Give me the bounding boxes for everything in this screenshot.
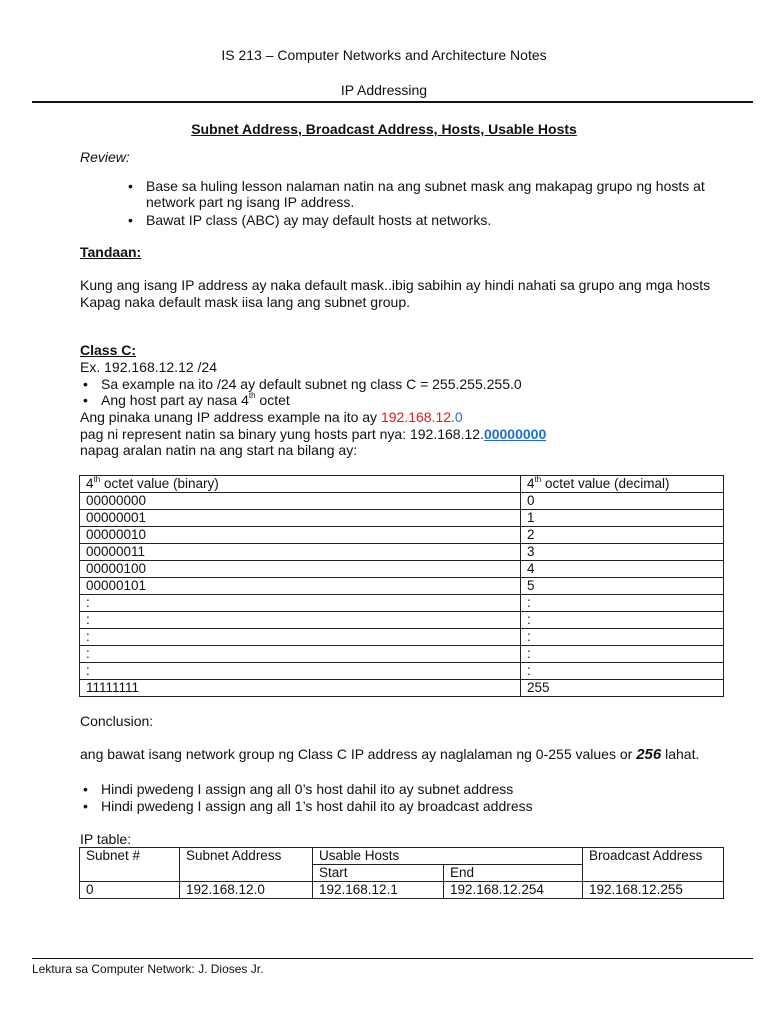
end-header: End bbox=[444, 865, 583, 882]
header-sup: th bbox=[534, 474, 542, 484]
binary-host: 00000000 bbox=[483, 426, 547, 442]
octet-table-row bbox=[80, 612, 724, 629]
octet-decimal-cell: : bbox=[521, 646, 724, 663]
octet-decimal-header bbox=[521, 476, 724, 493]
bullet-dot: • bbox=[83, 798, 88, 814]
first-ip-host: 0 bbox=[454, 409, 463, 425]
bullet-2-sup: th bbox=[248, 391, 256, 401]
octet-binary-cell: : bbox=[80, 629, 521, 646]
conclusion-256: 256 bbox=[636, 746, 662, 763]
footer-text: Lektura sa Computer Network: J. Dioses Jr. bbox=[32, 962, 264, 976]
octet-table bbox=[79, 475, 724, 697]
start-count-line: napag aralan natin na ang start na bilang ay: bbox=[80, 442, 358, 458]
octet-decimal-cell: 2 bbox=[521, 527, 724, 544]
ip-table-row bbox=[80, 882, 724, 899]
header-sup: th bbox=[93, 474, 101, 484]
octet-table-row bbox=[80, 629, 724, 646]
first-ip-network: 192.168.12. bbox=[380, 409, 455, 425]
octet-decimal-cell: 5 bbox=[521, 578, 724, 595]
header-text: octet value (decimal) bbox=[541, 476, 670, 491]
class-c-label: Class C: bbox=[80, 342, 137, 358]
octet-table-row bbox=[80, 493, 724, 510]
octet-table-row bbox=[80, 578, 724, 595]
octet-decimal-cell: : bbox=[521, 612, 724, 629]
header-divider bbox=[32, 101, 753, 103]
octet-binary-cell: 00000101 bbox=[80, 578, 521, 595]
review-label: Review: bbox=[80, 149, 130, 165]
broadcast-address-header: Broadcast Address bbox=[583, 848, 724, 882]
tandaan-line-1: Kung ang isang IP address ay naka default mask..ibig sabihin ay hindi nahati sa grupo ang mga hosts bbox=[80, 277, 711, 293]
subnet-num-cell: 0 bbox=[80, 882, 180, 899]
binary-text: pag ni represent natin sa binary yung hosts part nya: 192.168.12. bbox=[80, 426, 484, 442]
octet-decimal-cell: 255 bbox=[521, 680, 724, 697]
course-title: IS 213 – Computer Networks and Architecture Notes bbox=[221, 47, 547, 63]
ip-table-header bbox=[80, 848, 724, 865]
octet-binary-cell: : bbox=[80, 595, 521, 612]
octet-table-row bbox=[80, 646, 724, 663]
ip-table-label: IP table: bbox=[80, 831, 132, 847]
octet-decimal-cell: 1 bbox=[521, 510, 724, 527]
conclusion-pre: ang bawat isang network group ng Class C IP address ay naglalaman ng 0-255 values or bbox=[80, 746, 637, 762]
bullet-dot: • bbox=[128, 212, 133, 228]
class-c-bullet-1-text: Sa example na ito /24 ay default subnet ng class C = 255.255.255.0 bbox=[101, 376, 522, 392]
bullet-dot: • bbox=[83, 376, 88, 392]
octet-decimal-cell: : bbox=[521, 595, 724, 612]
octet-decimal-cell: 0 bbox=[521, 493, 724, 510]
octet-binary-cell: 00000000 bbox=[80, 493, 521, 510]
octet-binary-cell: 00000100 bbox=[80, 561, 521, 578]
class-c-bullet-2 bbox=[83, 391, 290, 408]
class-c-bullet-1 bbox=[83, 376, 522, 392]
conclusion-bullet-2 bbox=[83, 798, 533, 814]
octet-decimal-cell: : bbox=[521, 629, 724, 646]
start-header: Start bbox=[313, 865, 444, 882]
bullet-dot: • bbox=[83, 781, 88, 797]
conclusion-text bbox=[80, 746, 699, 763]
bullet-2-pre: Ang host part ay nasa 4 bbox=[101, 392, 249, 408]
conclusion-label: Conclusion: bbox=[80, 713, 154, 729]
header-text: octet value (binary) bbox=[100, 476, 219, 491]
binary-line bbox=[80, 426, 546, 442]
subnet-address-header: Subnet Address bbox=[180, 848, 313, 882]
octet-table-row bbox=[80, 680, 724, 697]
bullet-2-post: octet bbox=[255, 392, 290, 408]
octet-binary-cell: : bbox=[80, 646, 521, 663]
conclusion-post: lahat. bbox=[661, 746, 700, 762]
octet-decimal-cell: 4 bbox=[521, 561, 724, 578]
review-bullet-1 bbox=[128, 178, 705, 194]
usable-end-cell: 192.168.12.254 bbox=[444, 882, 583, 899]
tandaan-line-2: Kapag naka default mask iisa lang ang subnet group. bbox=[80, 294, 411, 310]
usable-hosts-header: Usable Hosts bbox=[313, 848, 583, 865]
octet-binary-cell: 11111111 bbox=[80, 680, 521, 697]
octet-decimal-cell: 3 bbox=[521, 544, 724, 561]
review-bullet-1-cont: network part ng isang IP address. bbox=[146, 194, 355, 210]
octet-binary-cell: 00000010 bbox=[80, 527, 521, 544]
class-c-example: Ex. 192.168.12.12 /24 bbox=[80, 359, 217, 375]
broadcast-address-cell: 192.168.12.255 bbox=[583, 882, 724, 899]
topic-title: IP Addressing bbox=[340, 82, 428, 98]
tandaan-label: Tandaan: bbox=[80, 244, 142, 260]
footer-divider bbox=[32, 958, 753, 959]
review-bullet-2 bbox=[128, 212, 492, 228]
review-bullet-2-text: Bawat IP class (ABC) ay may default hosts at networks. bbox=[146, 212, 492, 228]
conclusion-bullet-2-text: Hindi pwedeng I assign ang all 1’s host dahil ito ay broadcast address bbox=[101, 798, 533, 814]
octet-binary-cell: 00000011 bbox=[80, 544, 521, 561]
conclusion-bullet-1 bbox=[83, 781, 514, 797]
header-text: 4 bbox=[86, 476, 94, 491]
header-text: 4 bbox=[527, 476, 535, 491]
octet-binary-header bbox=[80, 476, 521, 493]
first-ip-text: Ang pinaka unang IP address example na ito ay bbox=[80, 409, 381, 425]
octet-table-row bbox=[80, 544, 724, 561]
octet-binary-cell: : bbox=[80, 612, 521, 629]
octet-table-row bbox=[80, 595, 724, 612]
subnet-address-cell: 192.168.12.0 bbox=[180, 882, 313, 899]
bullet-dot: • bbox=[128, 178, 133, 194]
octet-binary-cell: 00000001 bbox=[80, 510, 521, 527]
conclusion-bullet-1-text: Hindi pwedeng I assign ang all 0’s host dahil ito ay subnet address bbox=[101, 781, 514, 797]
octet-binary-cell: : bbox=[80, 663, 521, 680]
review-bullet-1-text: Base sa huling lesson nalaman natin na ang subnet mask ang makapag grupo ng hosts at bbox=[146, 178, 705, 194]
octet-table-header bbox=[80, 476, 724, 493]
octet-table-row bbox=[80, 561, 724, 578]
section-title: Subnet Address, Broadcast Address, Hosts, Usable Hosts bbox=[191, 121, 577, 137]
octet-table-row bbox=[80, 663, 724, 680]
ip-table bbox=[79, 847, 724, 899]
first-ip-line bbox=[80, 409, 463, 425]
bullet-dot: • bbox=[83, 392, 88, 408]
usable-start-cell: 192.168.12.1 bbox=[313, 882, 444, 899]
octet-decimal-cell: : bbox=[521, 663, 724, 680]
subnet-num-header: Subnet # bbox=[80, 848, 180, 882]
octet-table-row bbox=[80, 510, 724, 527]
octet-table-row bbox=[80, 527, 724, 544]
